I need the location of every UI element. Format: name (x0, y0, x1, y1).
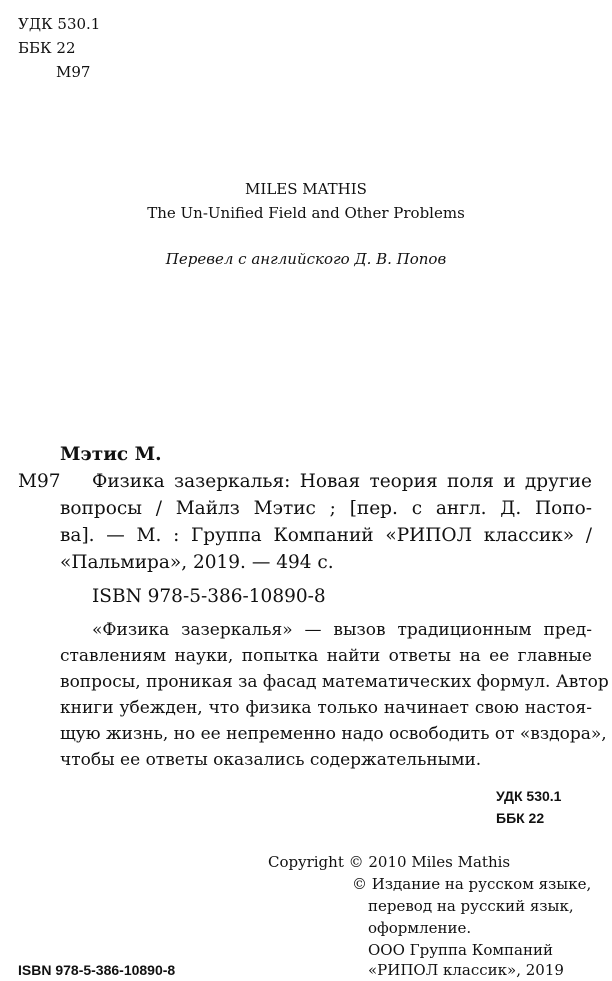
bbk-code-bottom: ББК 22 (496, 810, 545, 826)
description-line: ва]. — М. : Группа Компаний «РИПОЛ классик» / (60, 525, 592, 546)
author-mark: М97 (56, 63, 91, 81)
summary-line: книги убежден, что физика только начинает свою настоя- (60, 698, 592, 718)
copyright-line: перевод на русский язык, (368, 897, 574, 915)
summary-line: щую жизнь, но ее непременно надо освободить от «вздора», (60, 724, 607, 744)
udk-code: УДК 530.1 (18, 15, 101, 33)
catalog-isbn: ISBN 978-5-386-10890-8 (92, 586, 326, 607)
description-line: «Пальмира», 2019. — 494 с. (60, 552, 334, 573)
summary-line: ставлениям науки, попытка найти ответы на ее главные (60, 646, 592, 666)
footer-isbn: ISBN 978-5-386-10890-8 (18, 962, 176, 978)
catalog-author-heading: Мэтис М. (60, 444, 162, 465)
copyright-line: оформление. (368, 919, 472, 937)
bbk-code: ББК 22 (18, 39, 76, 57)
original-title: The Un-Unified Field and Other Problems (147, 204, 465, 222)
catalog-author-mark: М97 (18, 471, 61, 492)
copyright-line: Copyright © 2010 Miles Mathis (268, 853, 511, 871)
copyright-line: © Издание на русском языке, (352, 875, 592, 893)
copyright-line: «РИПОЛ классик», 2019 (368, 961, 564, 979)
copyright-line: ООО Группа Компаний (368, 941, 553, 959)
summary-line: «Физика зазеркалья» — вызов традиционным пред- (92, 620, 592, 640)
original-author: MILES MATHIS (245, 180, 367, 198)
translator-note: Перевел с английского Д. В. Попов (165, 250, 447, 268)
summary-line: чтобы ее ответы оказались содержательными. (60, 750, 482, 770)
description-line: Физика зазеркалья: Новая теория поля и другие (92, 471, 592, 492)
summary-line: вопросы, проникая за фасад математических формул. Автор (60, 672, 609, 692)
description-line: вопросы / Майлз Мэтис ; [пер. с англ. Д. Попо- (60, 498, 592, 519)
udk-code-bottom: УДК 530.1 (496, 788, 562, 804)
